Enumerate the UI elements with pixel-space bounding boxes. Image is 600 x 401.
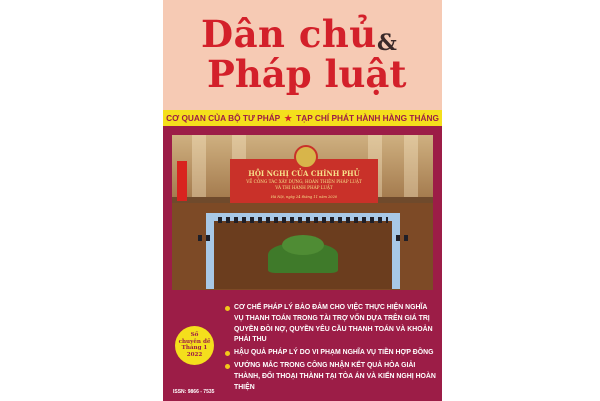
delegates-left bbox=[198, 235, 210, 241]
conference-photo bbox=[172, 135, 433, 290]
headline-item: VƯỚNG MẮC TRONG CÔNG NHẬN KẾT QUẢ HÒA GIẢI THÀNH, ĐỐI THOẠI THÀNH TẠI TÒA ÁN VÀ KIẾN NGHỊ HOÀN THIỆN bbox=[225, 361, 437, 393]
headline-item: HẬU QUẢ PHÁP LÝ DO VI PHẠM NGHĨA VỤ TIỀN HỢP ĐỒNG bbox=[225, 348, 437, 359]
headline-item: CƠ CHẾ PHÁP LÝ BẢO ĐẢM CHO VIỆC THỰC HIỆN NGHĨA VỤ THANH TOÁN TRONG TÀI TRỢ VỐN DỰA TRÊN GIÁ TRỊ QUYỀN ĐÒI NỢ, QUYỀN YÊU CẦU THANH TOÁN VÀ KHOẢN PHẢI THU bbox=[225, 303, 437, 346]
title-line-2: Pháp luật bbox=[207, 52, 407, 96]
seal-line-2: chuyên đề bbox=[178, 338, 211, 345]
banner-line-3: VÀ THI HÀNH PHÁP LUẬT bbox=[275, 185, 333, 190]
title-line-1: Dân chủ bbox=[201, 12, 377, 56]
tagline-left: CƠ QUAN CỦA BỘ TƯ PHÁP bbox=[166, 113, 281, 123]
delegates-row bbox=[218, 217, 388, 223]
photo-banner bbox=[230, 159, 378, 209]
plants-top bbox=[282, 235, 324, 255]
tagline-right: TẠP CHÍ PHÁT HÀNH HÀNG THÁNG bbox=[296, 113, 439, 123]
issue-seal bbox=[175, 326, 214, 365]
issn: ISSN: 9866 - 7535 bbox=[173, 389, 215, 395]
seal-line-3: Tháng 1 bbox=[181, 345, 208, 352]
star-icon: ★ bbox=[284, 113, 292, 123]
flag-icon bbox=[177, 161, 187, 201]
seal-line-1: Số bbox=[190, 332, 199, 338]
title-ampersand: & bbox=[377, 30, 397, 56]
banner-line-2: VỀ CÔNG TÁC XÂY DỰNG, HOÀN THIỆN PHÁP LUẬT bbox=[246, 179, 362, 184]
emblem-icon bbox=[294, 145, 318, 169]
banner-line-1: HỘI NGHỊ CỦA CHÍNH PHỦ bbox=[248, 169, 360, 178]
banner-line-4: Hà Nội, ngày 24 tháng 11 năm 2020 bbox=[270, 195, 338, 199]
tagline-band bbox=[163, 110, 442, 126]
masthead bbox=[163, 0, 442, 110]
magazine-cover bbox=[163, 0, 442, 401]
delegates-right bbox=[396, 235, 408, 241]
headline-list bbox=[225, 303, 437, 395]
seal-line-4: 2022 bbox=[186, 351, 203, 358]
